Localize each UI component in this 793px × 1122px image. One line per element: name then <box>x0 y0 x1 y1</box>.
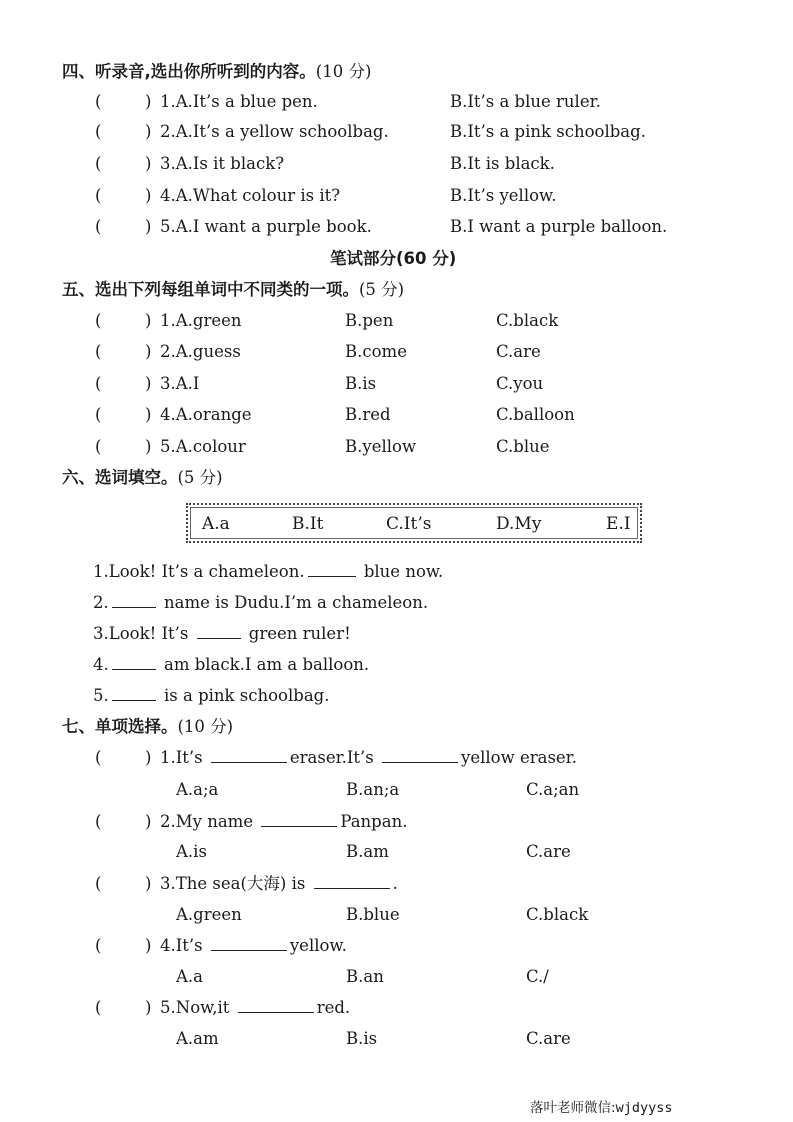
choice-option: C.are <box>526 1029 571 1048</box>
option-c: C.black <box>496 311 559 330</box>
word-bank-item: C.It’s <box>386 514 432 534</box>
question-number-option-a <box>160 342 241 362</box>
fill-blank[interactable] <box>308 562 356 577</box>
answer-paren: ( <box>95 405 102 424</box>
fill-in-sentence <box>93 624 351 644</box>
sentence-end: is a pink schoolbag. <box>158 686 330 705</box>
answer-paren: ( <box>95 812 102 831</box>
fill-in-sentence <box>93 686 329 706</box>
choice-option: A.a;a <box>176 780 219 799</box>
answer-paren: ( <box>95 874 102 893</box>
option-a: A.orange <box>175 405 252 424</box>
option-b: B.yellow <box>345 437 417 456</box>
answer-blank[interactable] <box>105 342 143 362</box>
sentence-start: 2. <box>93 593 109 612</box>
choice-option: C./ <box>526 967 549 986</box>
answer-paren: ( <box>95 998 102 1017</box>
option-b: B.come <box>345 342 407 361</box>
option-b: B.is <box>345 374 377 393</box>
word-bank-item: D.My <box>496 514 542 534</box>
choice-question <box>160 874 398 894</box>
word-bank-item: A.a <box>202 514 230 534</box>
section-heading <box>62 717 233 737</box>
choice-option: B.an;a <box>346 780 400 799</box>
fill-blank[interactable] <box>238 998 314 1013</box>
sentence-end: name is Dudu.I’m a chameleon. <box>158 593 429 612</box>
question-number-option-a <box>160 311 242 331</box>
answer-paren-close: ) <box>145 748 152 767</box>
answer-blank[interactable] <box>105 311 143 331</box>
option-c: C.blue <box>496 437 550 456</box>
fill-in-sentence <box>93 562 443 582</box>
answer-paren: ( <box>95 374 102 393</box>
answer-paren: ( <box>95 936 102 955</box>
fill-blank[interactable] <box>197 624 241 639</box>
answer-blank[interactable] <box>105 154 143 174</box>
sentence-start: 1.Look! It’s a chameleon. <box>93 562 305 581</box>
choice-question <box>160 998 350 1018</box>
word-bank-item: B.It <box>292 514 324 534</box>
answer-blank[interactable] <box>105 186 143 206</box>
answer-blank[interactable] <box>105 405 143 425</box>
answer-paren-close: ) <box>145 186 152 205</box>
section-score: (10 分) <box>177 717 234 736</box>
word-bank-item: E.I <box>606 514 631 534</box>
answer-paren: ( <box>95 92 102 111</box>
section-heading <box>62 280 404 300</box>
section-score: (10 分) <box>315 62 372 81</box>
option-b: B.I want a purple balloon. <box>450 217 668 236</box>
choice-option: C.black <box>526 905 589 924</box>
choice-option: C.a;an <box>526 780 580 799</box>
fill-blank[interactable] <box>382 748 458 763</box>
footer-label: 落叶老师微信: <box>530 1100 616 1116</box>
question-number: 1. <box>160 92 176 111</box>
question-number-option-a <box>160 122 389 142</box>
option-b: B.It’s a blue ruler. <box>450 92 601 111</box>
fill-blank[interactable] <box>211 936 287 951</box>
option-b: B.red <box>345 405 391 424</box>
question-text: My name <box>175 812 259 831</box>
answer-paren: ( <box>95 311 102 330</box>
answer-paren-close: ) <box>145 812 152 831</box>
question-number-option-a <box>160 186 340 206</box>
answer-blank[interactable] <box>105 92 143 112</box>
question-text: yellow. <box>289 936 347 955</box>
option-a: A.colour <box>175 437 246 456</box>
section-score: (5 分) <box>177 468 223 487</box>
question-text: red. <box>316 998 351 1017</box>
choice-option: B.blue <box>346 905 400 924</box>
question-text: . <box>392 874 398 893</box>
question-text: It’s <box>175 936 208 955</box>
answer-paren-close: ) <box>145 122 152 141</box>
question-text: It’s <box>175 748 208 767</box>
answer-paren: ( <box>95 437 102 456</box>
option-a: A.What colour is it? <box>175 186 341 205</box>
choice-question <box>160 812 407 832</box>
answer-paren-close: ) <box>145 374 152 393</box>
option-c: C.balloon <box>496 405 575 424</box>
question-number: 1. <box>160 311 176 330</box>
fill-in-sentence <box>93 593 428 613</box>
question-number-option-a <box>160 92 318 112</box>
answer-paren: ( <box>95 748 102 767</box>
question-number: 5. <box>160 437 176 456</box>
choice-option: B.am <box>346 842 389 861</box>
answer-paren-close: ) <box>145 311 152 330</box>
question-number: 4. <box>160 186 176 205</box>
answer-paren: ( <box>95 217 102 236</box>
choice-option: B.an <box>346 967 384 986</box>
sentence-end: am black.I am a balloon. <box>158 655 370 674</box>
fill-blank[interactable] <box>112 655 156 670</box>
answer-blank[interactable] <box>105 998 143 1018</box>
option-c: C.you <box>496 374 544 393</box>
choice-option: A.is <box>176 842 207 861</box>
question-number: 5. <box>160 217 176 236</box>
question-number: 3. <box>160 874 176 893</box>
answer-paren-close: ) <box>145 874 152 893</box>
question-number: 2. <box>160 122 176 141</box>
footer-contact <box>530 1096 672 1116</box>
choice-option: A.green <box>176 905 242 924</box>
option-a: A.green <box>175 311 242 330</box>
question-number-option-a <box>160 374 199 394</box>
choice-option: A.am <box>176 1029 219 1048</box>
answer-paren: ( <box>95 154 102 173</box>
option-c: C.are <box>496 342 541 361</box>
sentence-start: 5. <box>93 686 109 705</box>
section-title: 五、选出下列每组单词中不同类的一项。 <box>62 280 359 299</box>
answer-paren-close: ) <box>145 342 152 361</box>
option-a: A.It’s a yellow schoolbag. <box>175 122 389 141</box>
option-a: A.It’s a blue pen. <box>175 92 318 111</box>
question-text: The sea(大海) is <box>175 874 311 893</box>
option-a: A.I want a purple book. <box>175 217 372 236</box>
option-a: A.I <box>175 374 200 393</box>
word-bank-box <box>186 503 642 543</box>
section-title: 七、单项选择。 <box>62 717 178 736</box>
question-number-option-a <box>160 217 372 237</box>
fill-blank[interactable] <box>112 686 156 701</box>
question-text: eraser.It’s <box>289 748 380 767</box>
choice-option: A.a <box>176 967 203 986</box>
question-number-option-a <box>160 154 284 174</box>
answer-blank[interactable] <box>105 874 143 894</box>
choice-question <box>160 936 347 956</box>
option-a: A.Is it black? <box>175 154 285 173</box>
answer-paren: ( <box>95 342 102 361</box>
section-score: (5 分) <box>359 280 405 299</box>
sentence-start: 4. <box>93 655 109 674</box>
choice-option: B.is <box>346 1029 378 1048</box>
question-number: 5. <box>160 998 176 1017</box>
sentence-end: blue now. <box>358 562 444 581</box>
option-b: B.It is black. <box>450 154 555 173</box>
answer-paren: ( <box>95 186 102 205</box>
answer-paren-close: ) <box>145 217 152 236</box>
sentence-end: green ruler! <box>243 624 351 643</box>
answer-paren-close: ) <box>145 154 152 173</box>
question-number: 2. <box>160 812 176 831</box>
answer-paren-close: ) <box>145 437 152 456</box>
answer-blank[interactable] <box>105 748 143 768</box>
fill-blank[interactable] <box>261 812 337 827</box>
question-number: 4. <box>160 936 176 955</box>
answer-paren-close: ) <box>145 92 152 111</box>
sentence-start: 3.Look! It’s <box>93 624 194 643</box>
answer-paren-close: ) <box>145 405 152 424</box>
question-number-option-a <box>160 437 246 457</box>
question-text: yellow eraser. <box>461 748 577 767</box>
choice-option: C.are <box>526 842 571 861</box>
option-b: B.pen <box>345 311 394 330</box>
answer-paren: ( <box>95 122 102 141</box>
question-text: Now,it <box>175 998 235 1017</box>
answer-paren-close: ) <box>145 998 152 1017</box>
answer-blank[interactable] <box>105 437 143 457</box>
question-number: 1. <box>160 748 176 767</box>
fill-blank[interactable] <box>211 748 287 763</box>
answer-blank[interactable] <box>105 217 143 237</box>
fill-in-sentence <box>93 655 369 675</box>
answer-blank[interactable] <box>105 122 143 142</box>
choice-question <box>160 748 577 768</box>
section-heading <box>62 62 371 82</box>
fill-blank[interactable] <box>314 874 390 889</box>
answer-blank[interactable] <box>105 374 143 394</box>
answer-blank[interactable] <box>105 812 143 832</box>
footer-id: wjdyyss <box>615 1100 673 1116</box>
question-number: 2. <box>160 342 176 361</box>
question-number: 3. <box>160 374 176 393</box>
option-a: A.guess <box>175 342 241 361</box>
written-part-heading: 笔试部分(60 分) <box>330 249 457 268</box>
question-number-option-a <box>160 405 252 425</box>
option-b: B.It’s a pink schoolbag. <box>450 122 646 141</box>
fill-blank[interactable] <box>112 593 156 608</box>
question-number: 4. <box>160 405 176 424</box>
section-heading <box>62 468 223 488</box>
section-title: 四、听录音,选出你所听到的内容。 <box>62 62 316 81</box>
option-b: B.It’s yellow. <box>450 186 557 205</box>
section-title: 六、选词填空。 <box>62 468 178 487</box>
question-text: Panpan. <box>340 812 408 831</box>
question-number: 3. <box>160 154 176 173</box>
answer-blank[interactable] <box>105 936 143 956</box>
answer-paren-close: ) <box>145 936 152 955</box>
